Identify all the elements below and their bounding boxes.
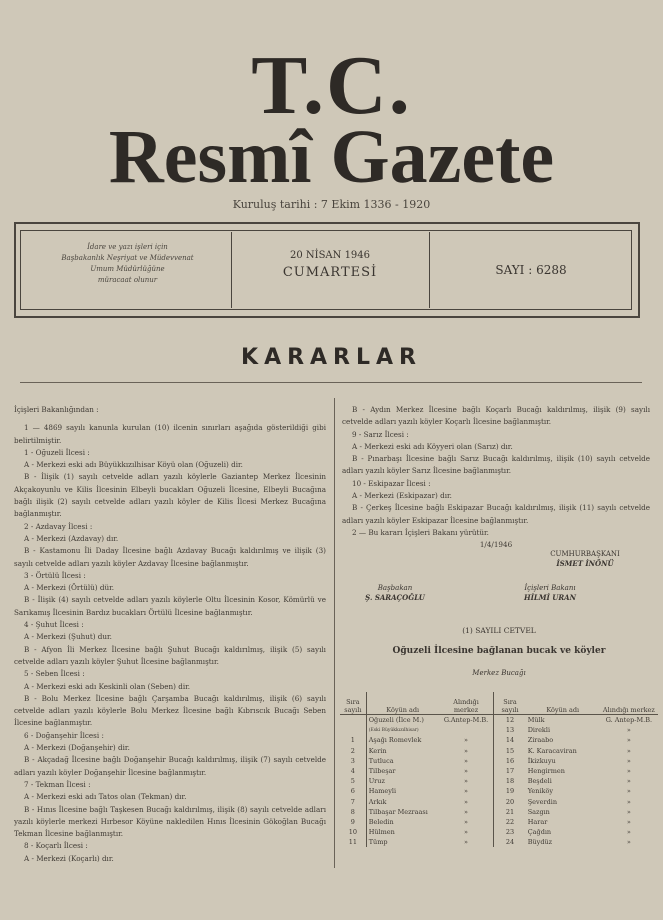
president-title: CUMHURBAŞKANI bbox=[550, 550, 620, 558]
cell: » bbox=[626, 767, 631, 776]
paragraph: A - Merkezi (Örtülü) dür. bbox=[24, 583, 115, 593]
paragraph: B - İlişik (4) sayılı cetvelde adları yazılı köylerle Oltu İlcesinin Kosor, Kömürlü ve Sarıkamış İlcesinin Bardız bucakları Örtülü İlcesine bağlanmıştır. bbox=[14, 595, 326, 617]
cell: Aşağı Romevlek bbox=[368, 736, 422, 745]
left-column bbox=[14, 404, 326, 865]
table-row bbox=[340, 837, 658, 847]
ministry-heading: İçişleri Bakanlığından : bbox=[14, 405, 99, 414]
paragraph: 1 — 4869 sayılı kanunla kurulan (10) ilcenin sınırları aşağıda gösterildiği gibi belirtilmiştir. bbox=[14, 423, 326, 445]
cell: Yeniköy bbox=[527, 787, 554, 796]
issue-number: SAYI : 6288 bbox=[495, 263, 567, 277]
cell: » bbox=[626, 746, 631, 755]
paragraph: B - Akçadağ İlcesine bağlı Doğanşehir Bucağı kaldırılmış, ilişik (7) sayılı cetvelde adları yazılı köyler Doğanşehir İlcesine bağlanmıştır. bbox=[14, 755, 326, 777]
cell: G.Antep-M.B. bbox=[439, 715, 494, 726]
issue-date: 20 NİSAN 1946 bbox=[289, 250, 371, 261]
paragraph: B - Aydın Merkez İlcesine bağlı Koçarlı Bucağı kaldırılmış, ilişik (9) sayılı cetvelde adları yazılı köyler Koçarlı İlcesine bağlanmıştır. bbox=[342, 405, 650, 427]
col-header: Alındığı merkez bbox=[439, 692, 494, 715]
cell: 14 bbox=[505, 736, 515, 745]
cell: » bbox=[626, 807, 631, 816]
cell: Çağdın bbox=[527, 828, 552, 837]
paragraph: 7 - Tekman İlcesi : bbox=[24, 779, 91, 789]
paragraph: A - Merkezi (Doğanşehir) dir. bbox=[24, 743, 130, 753]
villages-table bbox=[340, 692, 658, 847]
cell bbox=[340, 715, 366, 726]
info-divider bbox=[429, 232, 430, 308]
cell: Hülmen bbox=[368, 828, 395, 837]
cell: » bbox=[439, 776, 494, 786]
signature-president bbox=[520, 550, 650, 568]
cell: Büydüz bbox=[527, 838, 553, 847]
cell bbox=[340, 725, 366, 735]
cell: » bbox=[626, 777, 631, 786]
cell: 21 bbox=[505, 807, 515, 816]
paragraph: B - Hınıs İlcesine bağlı Taşkesen Bucağı kaldırılmış, ilişik (8) sayılı cetvelde adları yazılı köylerle merkezi Hırbesor Köyüne nakledilen Hınıs İlcesinin Gökoğlan Bucağı Tekman İlcesine bağlanmıştır. bbox=[14, 804, 326, 839]
paragraph: 4 - Şuhut İlcesi : bbox=[24, 620, 84, 630]
cell: Harar bbox=[527, 817, 548, 826]
table-row bbox=[340, 715, 658, 726]
masthead-tc: T.C. bbox=[251, 39, 412, 132]
table-row bbox=[340, 827, 658, 837]
cell: 19 bbox=[505, 787, 515, 796]
cell-note: (Eski Büyükkızılhisar) bbox=[368, 727, 419, 733]
cell: Direkli bbox=[527, 726, 551, 735]
cell: » bbox=[439, 837, 494, 847]
cell: 5 bbox=[340, 776, 366, 786]
table-row bbox=[340, 817, 658, 827]
admin-note bbox=[30, 242, 225, 286]
admin-line: Başbakanlık Neşriyat ve Müdevvenat bbox=[61, 254, 194, 262]
cell: » bbox=[626, 756, 631, 765]
paragraph: 5 - Seben İlcesi : bbox=[24, 669, 85, 679]
paragraph: B - Pınarbaşı İlcesine bağlı Sarız Bucağı kaldırılmış, ilişik (10) sayılı cetvelde adları yazılı köyler Sarız İlcesine bağlanmıştır. bbox=[342, 454, 650, 476]
issue-day: CUMARTESİ bbox=[282, 265, 378, 280]
paragraph: B - Kastamonu İli Daday İlcesine bağlı Azdavay Bucağı kaldırılmış ve ilişik (3) sayılı cetvelde adları yazılı köyler Azdavay İlcesine bağlanmıştır. bbox=[14, 546, 326, 568]
interior-title: İçişleri Bakanı bbox=[524, 584, 576, 592]
cell: 7 bbox=[340, 797, 366, 807]
admin-line: İdare ve yazı işleri için bbox=[87, 243, 168, 251]
paragraph: A - Merkezi eski adı Tatos olan (Tekman) dır. bbox=[24, 792, 187, 802]
cell: Şeverdin bbox=[527, 797, 558, 806]
cell: Tilbeşar bbox=[368, 767, 396, 776]
cell: » bbox=[439, 766, 494, 776]
interior-name: HİLMİ URAN bbox=[523, 593, 577, 602]
cell: Kerin bbox=[368, 746, 387, 755]
cell: Ziraabo bbox=[527, 736, 554, 745]
cell: 12 bbox=[505, 716, 515, 725]
cell: İkizkuyu bbox=[527, 756, 556, 765]
table-row bbox=[340, 776, 658, 786]
cell: Tilbaşar Mezraası bbox=[368, 807, 428, 816]
president-name: İSMET İNÖNÜ bbox=[556, 559, 614, 568]
paragraph: A - Merkezi eski adı Keskinli olan (Seben) dir. bbox=[24, 681, 191, 691]
admin-line: müracaat olunur bbox=[97, 276, 158, 284]
cell: » bbox=[439, 827, 494, 837]
cell: 16 bbox=[505, 756, 515, 765]
section-rule bbox=[20, 382, 642, 383]
signature-pm bbox=[350, 584, 440, 602]
cell: » bbox=[626, 787, 631, 796]
founded-date: Kuruluş tarihi : 7 Ekim 1336 - 1920 bbox=[232, 198, 431, 211]
col-header: Sıra sayılı bbox=[494, 692, 526, 715]
cell: 18 bbox=[505, 777, 515, 786]
cell: Sazgın bbox=[527, 807, 550, 816]
paragraph: B - İlişik (1) sayılı cetvelde adları yazılı köylerle Gaziantep Merkez İlcesinin Akçakoyunlu ve Kilis İlcesinin Elbeyli bucakları Oğuzeli İlcesine, Elbeyli Bucağına bağlı ilişik (2) sayılı cetvelde adları yazılı köyler de Kilis İlcesi Merkez Bucağına bağlanmıştır. bbox=[14, 472, 326, 519]
table-label: (1) SAYILI CETVEL bbox=[462, 626, 536, 635]
table-row bbox=[340, 746, 658, 756]
paragraph: 9 - Sarız İlcesi : bbox=[352, 429, 409, 439]
paragraph: 3 - Örtülü İlcesi : bbox=[24, 570, 86, 580]
cell: » bbox=[626, 736, 631, 745]
cell: Hengirmen bbox=[527, 767, 565, 776]
cell: » bbox=[626, 838, 631, 847]
cell: 9 bbox=[340, 817, 366, 827]
table-row bbox=[340, 725, 658, 735]
cell: » bbox=[439, 746, 494, 756]
paragraph: A - Merkezi (Şuhut) dur. bbox=[24, 632, 112, 642]
section-title: KARARLAR bbox=[241, 345, 422, 370]
cell: » bbox=[626, 797, 631, 806]
cell: 3 bbox=[340, 756, 366, 766]
cell: » bbox=[626, 726, 631, 735]
cell: Mülk bbox=[527, 716, 545, 725]
cell: 11 bbox=[340, 837, 366, 847]
signature-interior bbox=[500, 584, 600, 602]
table-row bbox=[340, 797, 658, 807]
right-column bbox=[342, 404, 650, 552]
table-row bbox=[340, 807, 658, 817]
table-row bbox=[340, 756, 658, 766]
col-header: Alındığı merkez bbox=[600, 692, 658, 715]
paragraph: A - Merkezi (Eskipazar) dır. bbox=[352, 491, 452, 501]
col-header: Köyün adı bbox=[366, 692, 439, 715]
paragraph: 2 - Azdavay İlcesi : bbox=[24, 521, 93, 531]
cell: 13 bbox=[505, 726, 515, 735]
table-title: Oğuzeli İlcesine bağlanan bucak ve köyler bbox=[392, 646, 606, 656]
info-divider bbox=[231, 232, 232, 308]
cell: » bbox=[439, 817, 494, 827]
paragraph: 2 — Bu kararı İçişleri Bakanı yürütür. bbox=[352, 527, 489, 537]
cell: K. Karacaviran bbox=[527, 746, 577, 755]
col-header: Sıra sayılı bbox=[340, 692, 366, 715]
cell: Beşdeli bbox=[527, 777, 552, 786]
paragraph: A - Merkezi (Azdavay) dır. bbox=[24, 533, 119, 543]
cell: Uruz bbox=[368, 777, 385, 786]
paragraph: 1 - Oğuzeli İlcesi : bbox=[24, 447, 90, 457]
cell: » bbox=[626, 828, 631, 837]
cell: » bbox=[439, 735, 494, 745]
issue-date-block bbox=[234, 250, 426, 280]
cell: Oğuzeli (İlce M.) bbox=[368, 716, 424, 725]
paragraph: A - Merkezi eski adı Köyyeri olan (Sarız) dır. bbox=[352, 441, 513, 451]
cell: 10 bbox=[340, 827, 366, 837]
pm-title: Başbakan bbox=[377, 584, 413, 592]
paragraph: B - Çerkeş İlcesine bağlı Eskipazar Bucağı kaldırılmış, ilişik (11) sayılı cetvelde adları yazılı köyler Eskipazar İlcesine bağlanmıştır. bbox=[342, 503, 650, 525]
masthead-title: Resmî Gazete bbox=[108, 115, 555, 199]
paragraph: A - Merkezi eski adı Büyükkızılhisar Köyü olan (Oğuzeli) dir. bbox=[24, 460, 243, 470]
cell: 8 bbox=[340, 807, 366, 817]
cell: 6 bbox=[340, 786, 366, 796]
cell: 2 bbox=[340, 746, 366, 756]
cell: 24 bbox=[505, 838, 515, 847]
cell: » bbox=[439, 797, 494, 807]
paragraph: 10 - Eskipazar İlcesi : bbox=[352, 478, 431, 488]
paragraph: 6 - Doğanşehir İlcesi : bbox=[24, 730, 104, 740]
cell: Tutluca bbox=[368, 756, 394, 765]
cell: Beledin bbox=[368, 817, 394, 826]
paragraph: B - Bolu Merkez İlcesine bağlı Çarşamba Bucağı kaldırılmış, ilişik (6) sayılı cetvelde adları yazılı köylerle Bolu Merkez İlcesine bağlı Kıbrıscık Bucağı Seben İlcesine bağlanmıştır. bbox=[14, 693, 326, 728]
cell: » bbox=[439, 756, 494, 766]
cell: » bbox=[439, 807, 494, 817]
cell: Arkık bbox=[368, 797, 387, 806]
cell: 4 bbox=[340, 766, 366, 776]
cell: » bbox=[439, 786, 494, 796]
col-header: Köyün adı bbox=[526, 692, 600, 715]
cell: 23 bbox=[505, 828, 515, 837]
decision-date: 1/4/1946 bbox=[479, 540, 513, 550]
table-subtitle: Merkez Bucağı bbox=[472, 669, 526, 677]
table-row bbox=[340, 786, 658, 796]
cell: 1 bbox=[340, 735, 366, 745]
cell: Hameyli bbox=[368, 787, 397, 796]
cell: 22 bbox=[505, 817, 515, 826]
paragraph: B - Afyon İli Merkez İlcesine bağlı Şuhut Bucağı kaldırılmış, ilişik (5) sayılı cetvelde adları yazılı köyler Şuhut İlcesine bağlanmıştır. bbox=[14, 644, 326, 666]
paragraph: A - Merkezi (Koçarlı) dır. bbox=[24, 853, 114, 863]
pm-name: Ş. SARAÇOĞLU bbox=[365, 593, 425, 602]
cell: 17 bbox=[505, 767, 515, 776]
cell: G. Antep-M.B. bbox=[605, 716, 653, 725]
cell bbox=[439, 725, 494, 735]
column-divider bbox=[334, 398, 335, 868]
cell: 20 bbox=[505, 797, 515, 806]
table-row bbox=[340, 735, 658, 745]
cell: 15 bbox=[505, 746, 515, 755]
cell: Tümp bbox=[368, 838, 388, 847]
paragraph: 8 - Koçarlı İlcesi : bbox=[24, 841, 88, 851]
cell: » bbox=[626, 817, 631, 826]
table-header-row bbox=[340, 692, 658, 715]
table-row bbox=[340, 766, 658, 776]
admin-line: Umum Müdürlüğüne bbox=[90, 265, 165, 273]
